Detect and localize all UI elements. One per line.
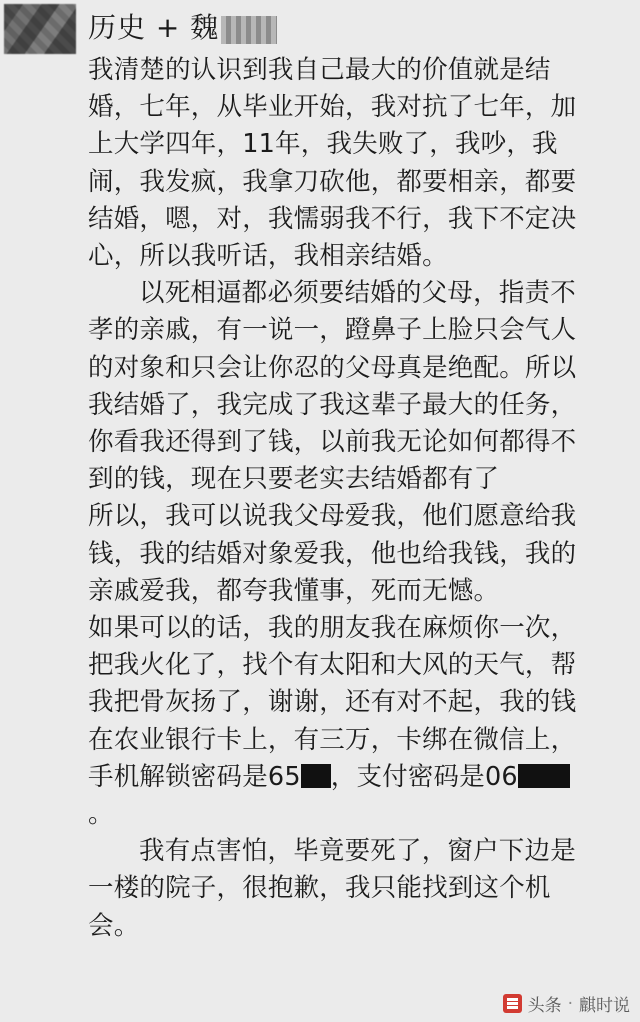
paragraph-text: 以死相逼都必须要结婚的父母，指责不孝的亲戚，有一说一，蹬鼻子上脸只会气人的对象和只会让你忍的父母真是绝配。所以我结婚了，我完成了我这辈子最大的任务，你看我还得到了钱，以前我无论如何都得不到的钱，现在只要老实去结婚都有了 <box>88 278 577 495</box>
redaction-bar-icon <box>301 764 331 788</box>
avatar <box>4 4 76 54</box>
watermark-author: 麒时说 <box>579 996 630 1016</box>
page-title: 历史 + 魏 <box>88 11 220 44</box>
paragraph-text: 所以，我可以说我父母爱我，他们愿意给我钱，我的结婚对象爱我，他也给我钱，我的亲戚爱我，都夸我懂事，死而无憾。 <box>88 501 577 606</box>
paragraph-text: 。 <box>88 799 114 830</box>
watermark-separator: · <box>567 993 573 1014</box>
post-title-row <box>88 8 277 44</box>
paragraph-4 <box>88 833 588 945</box>
paragraph-3 <box>88 610 588 833</box>
watermark <box>503 991 630 1016</box>
paragraph-text: ，支付密码是06 <box>330 761 518 792</box>
post-header <box>0 0 640 56</box>
paragraph-text: 我有点害怕，毕竟要死了，窗户下边是一楼的院子，很抱歉，我只能找到这个机会。 <box>88 836 576 941</box>
redaction-bar-icon <box>518 764 570 788</box>
paragraph-text: 我清楚的认识到我自己最大的价值就是结婚，七年，从毕业开始，我对抗了七年，加上大学四年，11年，我失败了，我吵，我闹，我发疯，我拿刀砍他，都要相亲，都要结婚，嗯，对，我懦弱我不行，我下不定决心，所以我听话，我相亲结婚。 <box>88 55 577 272</box>
redaction-block-icon <box>221 16 277 44</box>
paragraph-2 <box>88 275 588 610</box>
paragraph-text: 如果可以的话，我的朋友我在麻烦你一次，把我火化了，找个有太阳和大风的天气，帮我把骨灰扬了，谢谢，还有对不起，我的钱在农业银行卡上，有三万，卡绑在微信上，手机解锁密码是65 <box>88 613 577 792</box>
paragraph-1 <box>88 52 588 275</box>
toutiao-logo-icon <box>503 994 522 1013</box>
post-body <box>88 52 588 945</box>
watermark-brand: 头条 <box>527 996 562 1016</box>
